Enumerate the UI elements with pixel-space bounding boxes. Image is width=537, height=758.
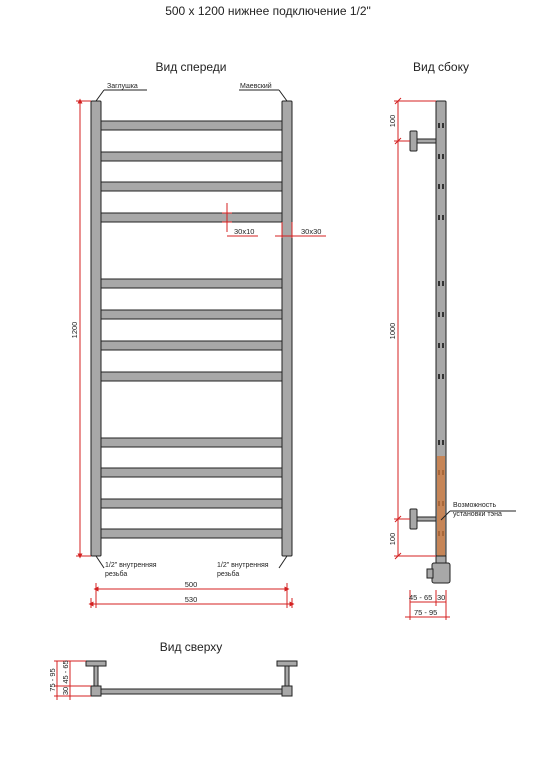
drawing-title: 500 x 1200 нижнее подключение 1/2": [165, 4, 371, 18]
side-top-dimension: 100: [388, 114, 397, 128]
rungs: [100, 121, 283, 538]
width-dimension-530: 530: [184, 595, 198, 604]
upper-wall-bracket: [410, 131, 436, 151]
side-offset-dimension: 45 - 65: [409, 593, 433, 602]
right-top-bracket: [277, 661, 297, 666]
plug-label: Заглушка: [107, 83, 138, 90]
right-upright: [282, 101, 292, 556]
right-thread-label-line1: 1/2" внутренняя: [217, 562, 269, 569]
mayevsky-label: Маевский: [240, 83, 272, 90]
front-view-heading: Вид спереди: [155, 60, 227, 74]
top-upright-dimension: 30: [61, 686, 70, 696]
upright-section-dimension: 30x30: [301, 227, 322, 236]
top-offset-dimension: 45 - 65: [61, 660, 70, 684]
left-top-bracket: [86, 661, 106, 666]
bottom-fitting: [427, 556, 450, 583]
height-dimension: 1200: [70, 321, 79, 339]
rung-section-dimension: 30x10: [234, 227, 255, 236]
side-middle-dimension: 1000: [388, 322, 397, 340]
side-view: [388, 60, 516, 620]
side-upright-dimension: 30: [437, 593, 446, 602]
right-thread-label-line2: резьба: [217, 571, 240, 578]
top-view: [48, 640, 297, 700]
heater-label-line2: установки тэна: [453, 511, 502, 518]
lower-wall-bracket: [410, 509, 436, 529]
heater-label-line1: Возможность: [453, 502, 497, 509]
left-thread-label-line2: резьба: [105, 571, 128, 578]
left-upright: [91, 101, 101, 556]
top-rung: [96, 689, 287, 694]
front-view: [70, 60, 326, 608]
left-thread-label-line1: 1/2" внутренняя: [105, 562, 157, 569]
side-total-depth-dimension: 75 - 95: [414, 608, 438, 617]
top-outer-dimension: 75 - 95: [48, 668, 57, 692]
side-bottom-dimension: 100: [388, 532, 397, 546]
width-dimension-500: 500: [184, 580, 198, 589]
heating-element: [437, 456, 445, 556]
side-view-heading: Вид сбоку: [413, 60, 469, 74]
top-view-heading: Вид сверху: [159, 640, 223, 654]
